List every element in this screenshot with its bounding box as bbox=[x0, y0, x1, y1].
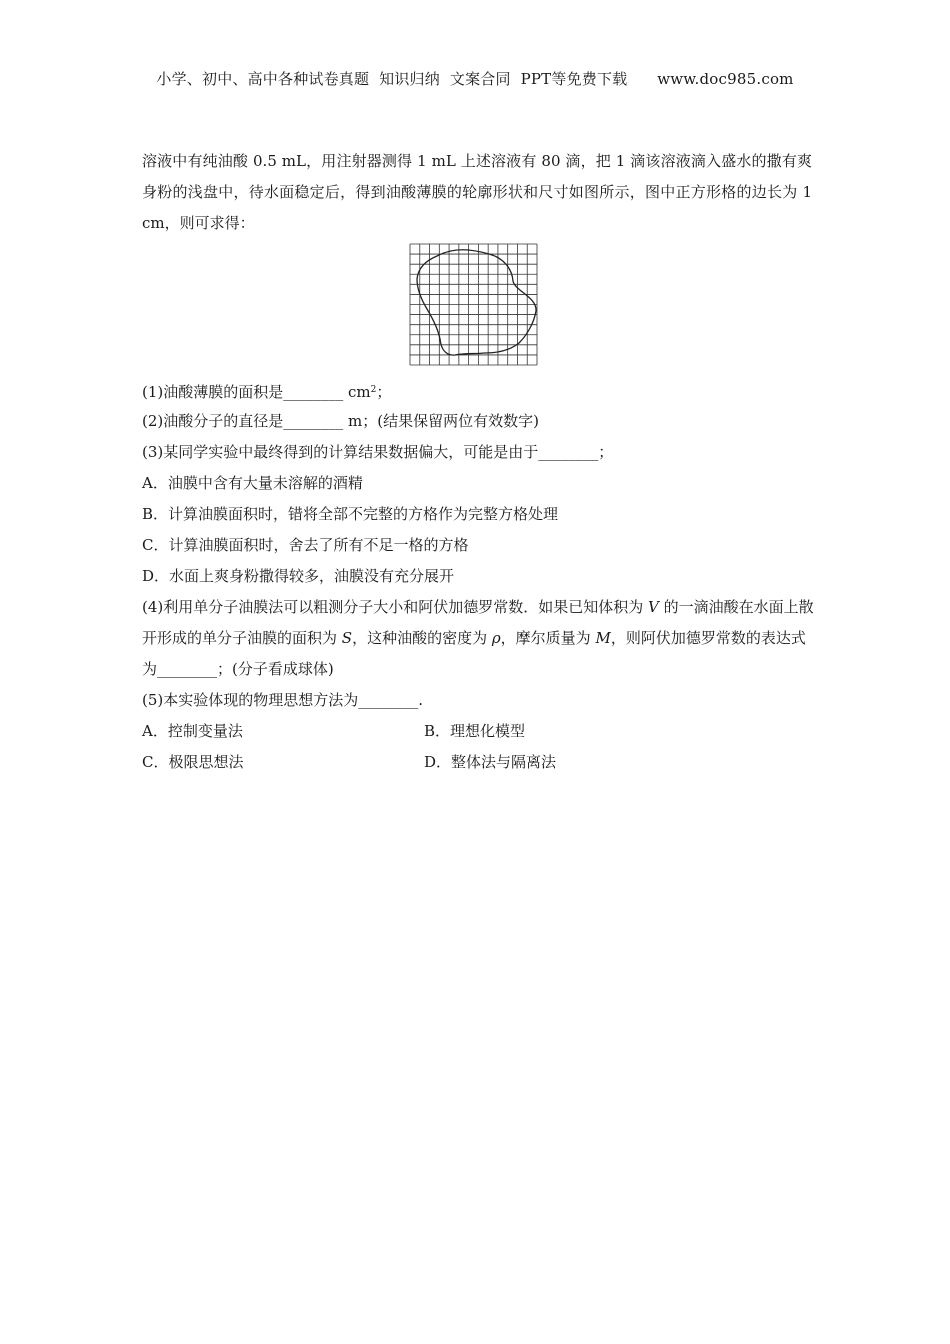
page-header: 小学、初中、高中各种试卷真题 知识归纳 文案合同 PPT等免费下载 www.doc985.com bbox=[156, 70, 794, 88]
question-4-part-4: ，摩尔质量为 bbox=[500, 629, 596, 647]
question-3-option-a: A．油膜中含有大量未溶解的酒精 bbox=[142, 474, 363, 492]
intro-paragraph: 溶液中有纯油酸 0.5 mL，用注射器测得 1 mL 上述溶液有 80 滴，把 1 滴该溶液滴入盛水的撒有爽身粉的浅盘中，待水面稳定后，得到油酸薄膜的轮廓形状和尺寸如图所示，图中正方形格的边长为 1 cm，则可求得： bbox=[142, 152, 812, 232]
question-3-option-b: B．计算油膜面积时，错将全部不完整的方格作为完整方格处理 bbox=[142, 505, 559, 523]
question-5-options-row-1 bbox=[142, 716, 814, 747]
area-symbol: S bbox=[341, 629, 353, 647]
oil-film-grid-diagram-icon bbox=[409, 243, 539, 367]
question-3-option-c: C．计算油膜面积时，舍去了所有不足一格的方格 bbox=[142, 536, 469, 554]
questions-block bbox=[142, 375, 814, 778]
oil-film-outline bbox=[417, 250, 536, 355]
oil-film-grid-figure bbox=[409, 243, 539, 367]
question-1-superscript: 2 bbox=[370, 385, 377, 395]
question-3-option-d: D．水面上爽身粉撒得较多，油膜没有充分展开 bbox=[142, 567, 455, 585]
question-5-option-c: C．极限思想法 bbox=[142, 753, 244, 771]
question-4-part-2: 的一滴油酸在水面上散开形成的单分子油膜的面积为 bbox=[142, 598, 814, 647]
question-1-end: ； bbox=[376, 383, 392, 401]
question-5-option-b: B．理想化模型 bbox=[424, 722, 526, 740]
question-4-part-1: (4)利用单分子油膜法可以粗测分子大小和阿伏加德罗常数．如果已知体积为 bbox=[142, 598, 649, 616]
problem-intro bbox=[142, 146, 812, 239]
question-3: (3)某同学实验中最终得到的计算结果数据偏大，可能是由于________； bbox=[142, 443, 614, 461]
volume-symbol: V bbox=[648, 598, 659, 616]
molar-mass-symbol: M bbox=[595, 629, 611, 647]
density-symbol: ρ bbox=[491, 629, 501, 647]
question-2: (2)油酸分子的直径是________ m；(结果保留两位有效数字) bbox=[142, 412, 539, 430]
question-1-text: (1)油酸薄膜的面积是________ cm bbox=[142, 383, 371, 401]
question-5-options-row-2 bbox=[142, 747, 814, 778]
question-1 bbox=[142, 375, 814, 406]
question-4 bbox=[142, 592, 814, 685]
question-4-part-5: ，则阿伏加德罗常数的表达式为________；(分子看成球体) bbox=[142, 629, 806, 678]
question-5: (5)本实验体现的物理思想方法为________. bbox=[142, 691, 424, 709]
question-4-part-3: ，这种油酸的密度为 bbox=[352, 629, 492, 647]
question-5-option-a: A．控制变量法 bbox=[142, 722, 243, 740]
question-5-option-d: D．整体法与隔离法 bbox=[424, 753, 557, 771]
